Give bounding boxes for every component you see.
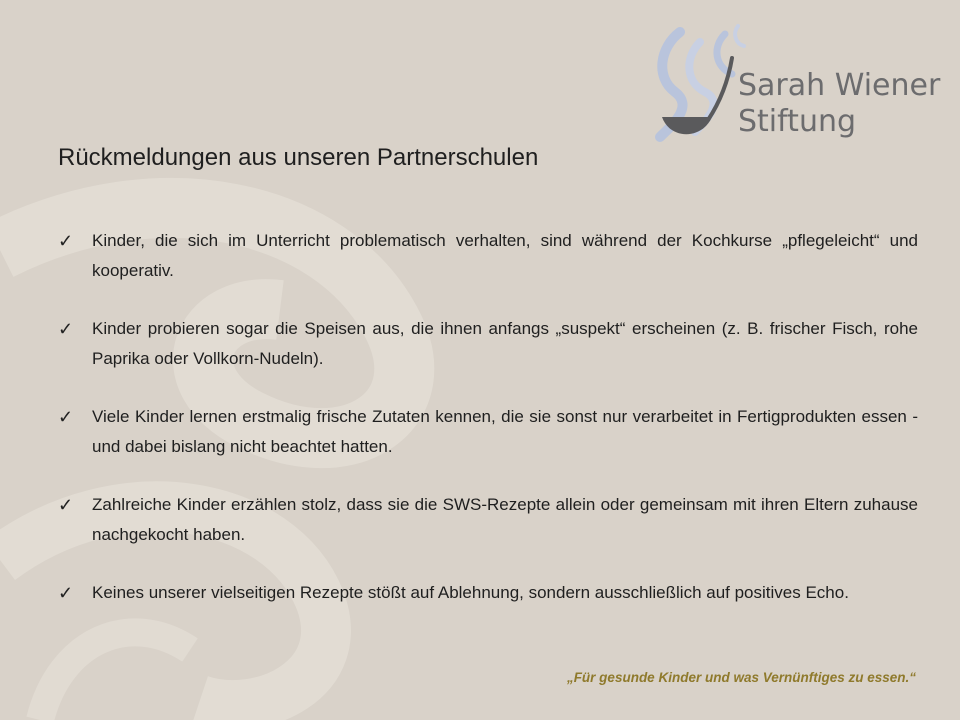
list-item <box>58 490 918 550</box>
brand-logo-text <box>738 68 940 140</box>
checkmark-icon: ✓ <box>58 583 74 603</box>
brand-name-line1: Sarah Wiener <box>738 68 941 103</box>
list-item <box>58 402 918 462</box>
list-item-text: Kinder probieren sogar die Speisen aus, die ihnen anfangs „suspekt“ erscheinen (z. B. frischer Fisch, rohe Paprika oder Vollkorn-Nudeln). <box>92 319 918 368</box>
checkmark-icon: ✓ <box>58 407 74 427</box>
list-item-text: Viele Kinder lernen erstmalig frische Zutaten kennen, die sie sonst nur verarbeitet in Fertigprodukten essen - und dabei bislang nicht beachtet hatten. <box>92 407 918 456</box>
list-item <box>58 226 918 286</box>
feedback-list <box>58 226 918 636</box>
checkmark-icon: ✓ <box>58 495 74 515</box>
list-item <box>58 314 918 374</box>
footer-quote: „Für gesunde Kinder und was Vernünftiges zu essen.“ <box>566 670 916 685</box>
list-item-text: Zahlreiche Kinder erzählen stolz, dass sie die SWS-Rezepte allein oder gemeinsam mit ihren Eltern zuhause nachgekocht haben. <box>92 495 918 544</box>
list-item-text: Kinder, die sich im Unterricht problematisch verhalten, sind während der Kochkurse „pflegeleicht“ und kooperativ. <box>92 231 918 280</box>
list-item <box>58 578 918 608</box>
brand-name-line2: Stiftung <box>738 104 857 139</box>
slide-title: Rückmeldungen aus unseren Partnerschulen <box>58 144 539 171</box>
checkmark-icon: ✓ <box>58 319 74 339</box>
checkmark-icon: ✓ <box>58 231 74 251</box>
list-item-text: Keines unserer vielseitigen Rezepte stößt auf Ablehnung, sondern ausschließlich auf positives Echo. <box>92 583 849 602</box>
